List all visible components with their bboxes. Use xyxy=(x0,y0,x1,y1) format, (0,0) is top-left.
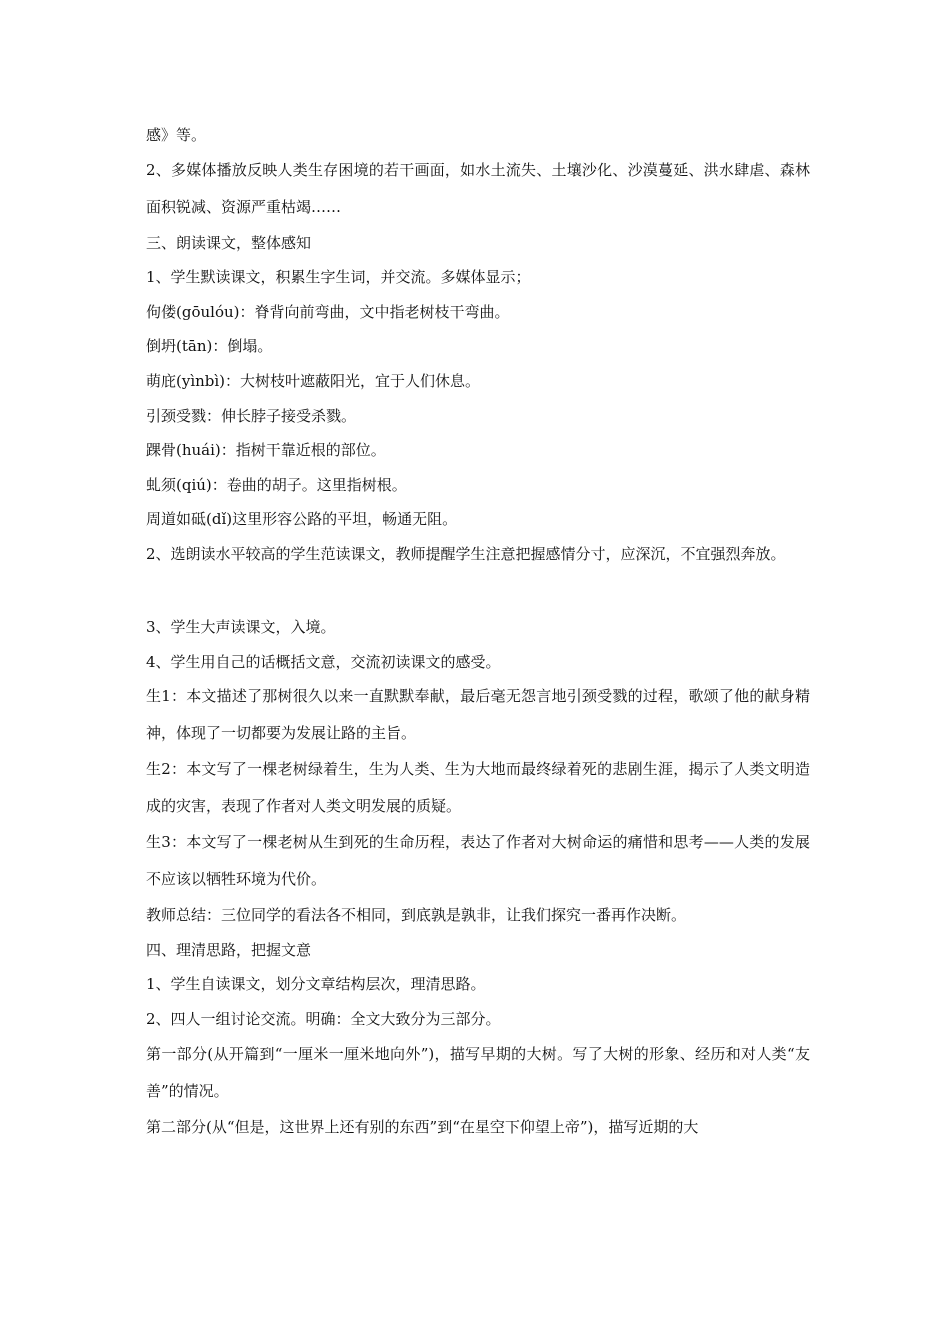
section-heading: 四、理清思路，把握文意 xyxy=(146,940,312,959)
paragraph: 3、学生大声读课文，入境。 xyxy=(146,617,336,636)
vocab-item: 佝偻(gōulóu)：脊背向前弯曲，文中指老树枝干弯曲。 xyxy=(146,302,510,321)
paragraph: 2、选朗读水平较高的学生范读课文，教师提醒学生注意把握感情分寸，应深沉，不宜强烈奔放。 xyxy=(146,544,786,563)
paragraph: 4、学生用自己的话概括文意，交流初读课文的感受。 xyxy=(146,652,501,671)
student-response: 生1：本文描述了那树很久以来一直默默奉献，最后毫无怨言地引颈受戮的过程，歌颂了他的献身精神，体现了一切都要为发展让路的主旨。 xyxy=(146,687,810,743)
paragraph: 第二部分(从“但是，这世界上还有别的东西”到“在星空下仰望上帝”)，描写近期的大 xyxy=(146,1117,699,1136)
vocab-item: 踝骨(huái)：指树干靠近根的部位。 xyxy=(146,441,386,460)
vocab-item: 倒坍(tān)：倒塌。 xyxy=(146,337,273,356)
student-response: 生2：本文写了一棵老树绿着生，生为人类、生为大地而最终绿着死的悲剧生涯，揭示了人类文明造成的灾害，表现了作者对人类文明发展的质疑。 xyxy=(146,760,810,816)
paragraph: 教师总结：三位同学的看法各不相同，到底孰是孰非，让我们探究一番再作决断。 xyxy=(146,906,687,925)
vocab-item: 虬须(qiú)：卷曲的胡子。这里指树根。 xyxy=(146,475,407,494)
paragraph: 1、学生自读课文，划分文章结构层次，理清思路。 xyxy=(146,975,486,994)
paragraph: 2、四人一组讨论交流。明确：全文大致分为三部分。 xyxy=(146,1009,501,1028)
vocab-item: 引颈受戮：伸长脖子接受杀戮。 xyxy=(146,406,357,425)
student-response: 生3：本文写了一棵老树从生到死的生命历程，表达了作者对大树命运的痛惜和思考——人类的发展不应该以牺牲环境为代价。 xyxy=(146,833,810,889)
section-heading: 三、朗读课文，整体感知 xyxy=(146,233,312,252)
paragraph: 1、学生默读课文，积累生字生词，并交流。多媒体显示； xyxy=(146,268,531,287)
paragraph: 第一部分(从开篇到“一厘米一厘米地向外”)，描写早期的大树。写了大树的形象、经历和对人类“友善”的情况。 xyxy=(146,1044,810,1100)
paragraph: 感》等。 xyxy=(146,126,207,144)
paragraph: 2、多媒体播放反映人类生存困境的若干画面，如水土流失、土壤沙化、沙漠蔓延、洪水肆虐、森林面积锐减、资源严重枯竭…… xyxy=(146,160,810,216)
document-body xyxy=(146,118,810,1144)
vocab-item: 萌庇(yìnbì)：大树枝叶遮蔽阳光，宜于人们休息。 xyxy=(146,371,481,390)
vocab-item: 周道如砥(dǐ)这里形容公路的平坦，畅通无阻。 xyxy=(146,510,458,529)
